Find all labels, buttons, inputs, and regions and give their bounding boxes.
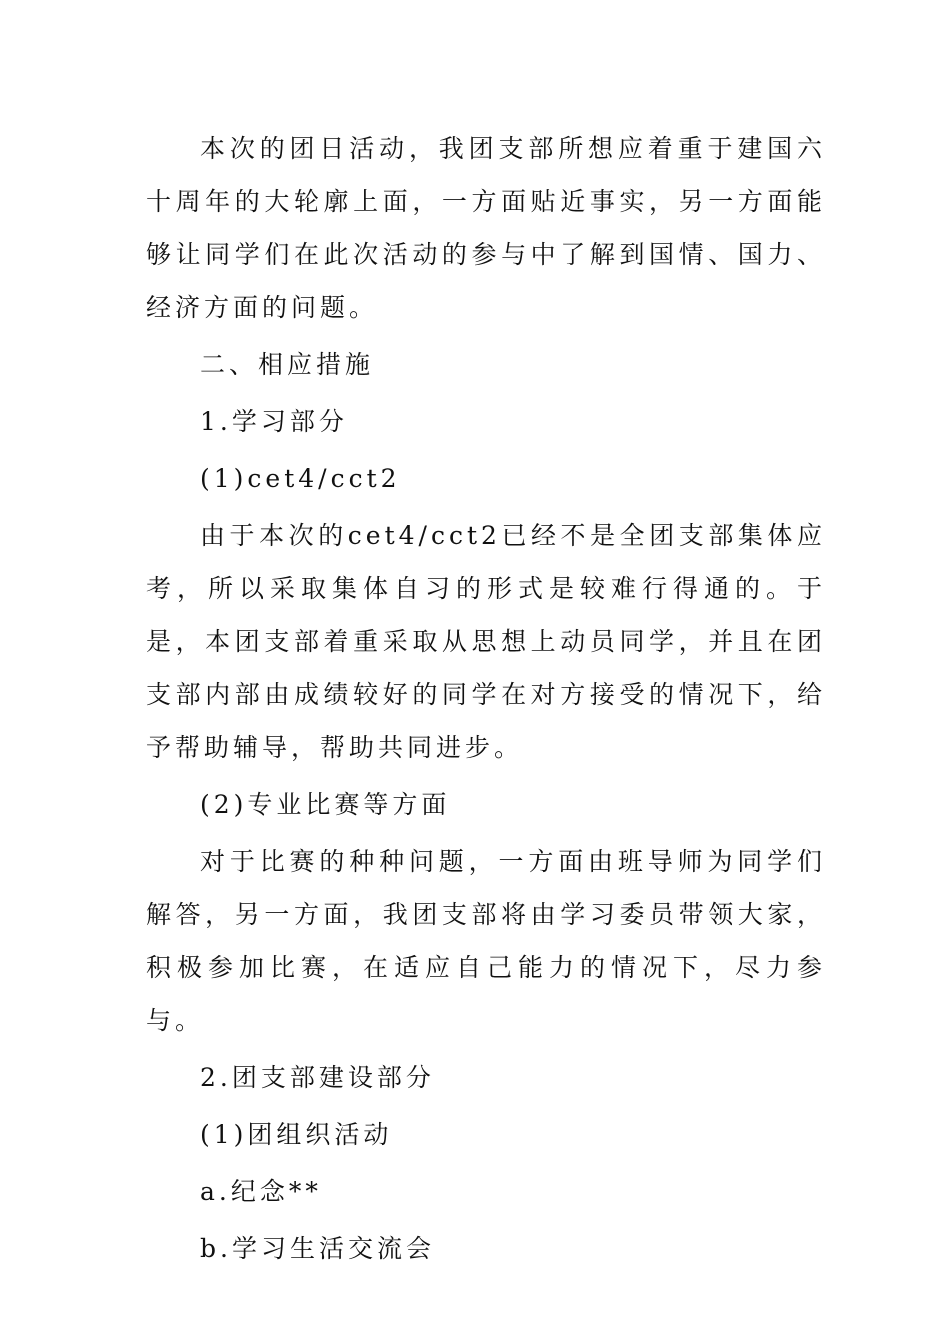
item-heading-cet: (1)cet4/cct2 — [200, 464, 401, 493]
list-item-b: b.学习生活交流会 — [200, 1234, 435, 1263]
paragraph-intro: 本次的团日活动，我团支部所想应着重于建国六十周年的大轮廓上面，一方面贴近事实，另一方面能够让同学们在此次活动的参与中了解到国情、国力、经济方面的问题。 — [146, 134, 826, 322]
item-heading-competition: (2)专业比赛等方面 — [200, 790, 451, 819]
list-item-a: a.纪念** — [200, 1177, 322, 1206]
paragraph-competition: 对于比赛的种种问题，一方面由班导师为同学们解答，另一方面，我团支部将由学习委员带领大家，积极参加比赛，在适应自己能力的情况下，尽力参与。 — [146, 847, 826, 1035]
paragraph-cet: 由于本次的cet4/cct2已经不是全团支部集体应考，所以采取集体自习的形式是较难行得通的。于是，本团支部着重采取从思想上动员同学，并且在团支部内部由成绩较好的同学在对方接受的情况下，给予帮助辅导，帮助共同进步。 — [146, 521, 826, 762]
item-heading-activities: (1)团组织活动 — [200, 1120, 393, 1149]
document-body — [146, 122, 826, 1275]
section-heading-measures: 二、相应措施 — [200, 350, 375, 379]
subsection-heading-league-building: 2.团支部建设部分 — [200, 1063, 435, 1092]
subsection-heading-study: 1.学习部分 — [200, 407, 348, 436]
